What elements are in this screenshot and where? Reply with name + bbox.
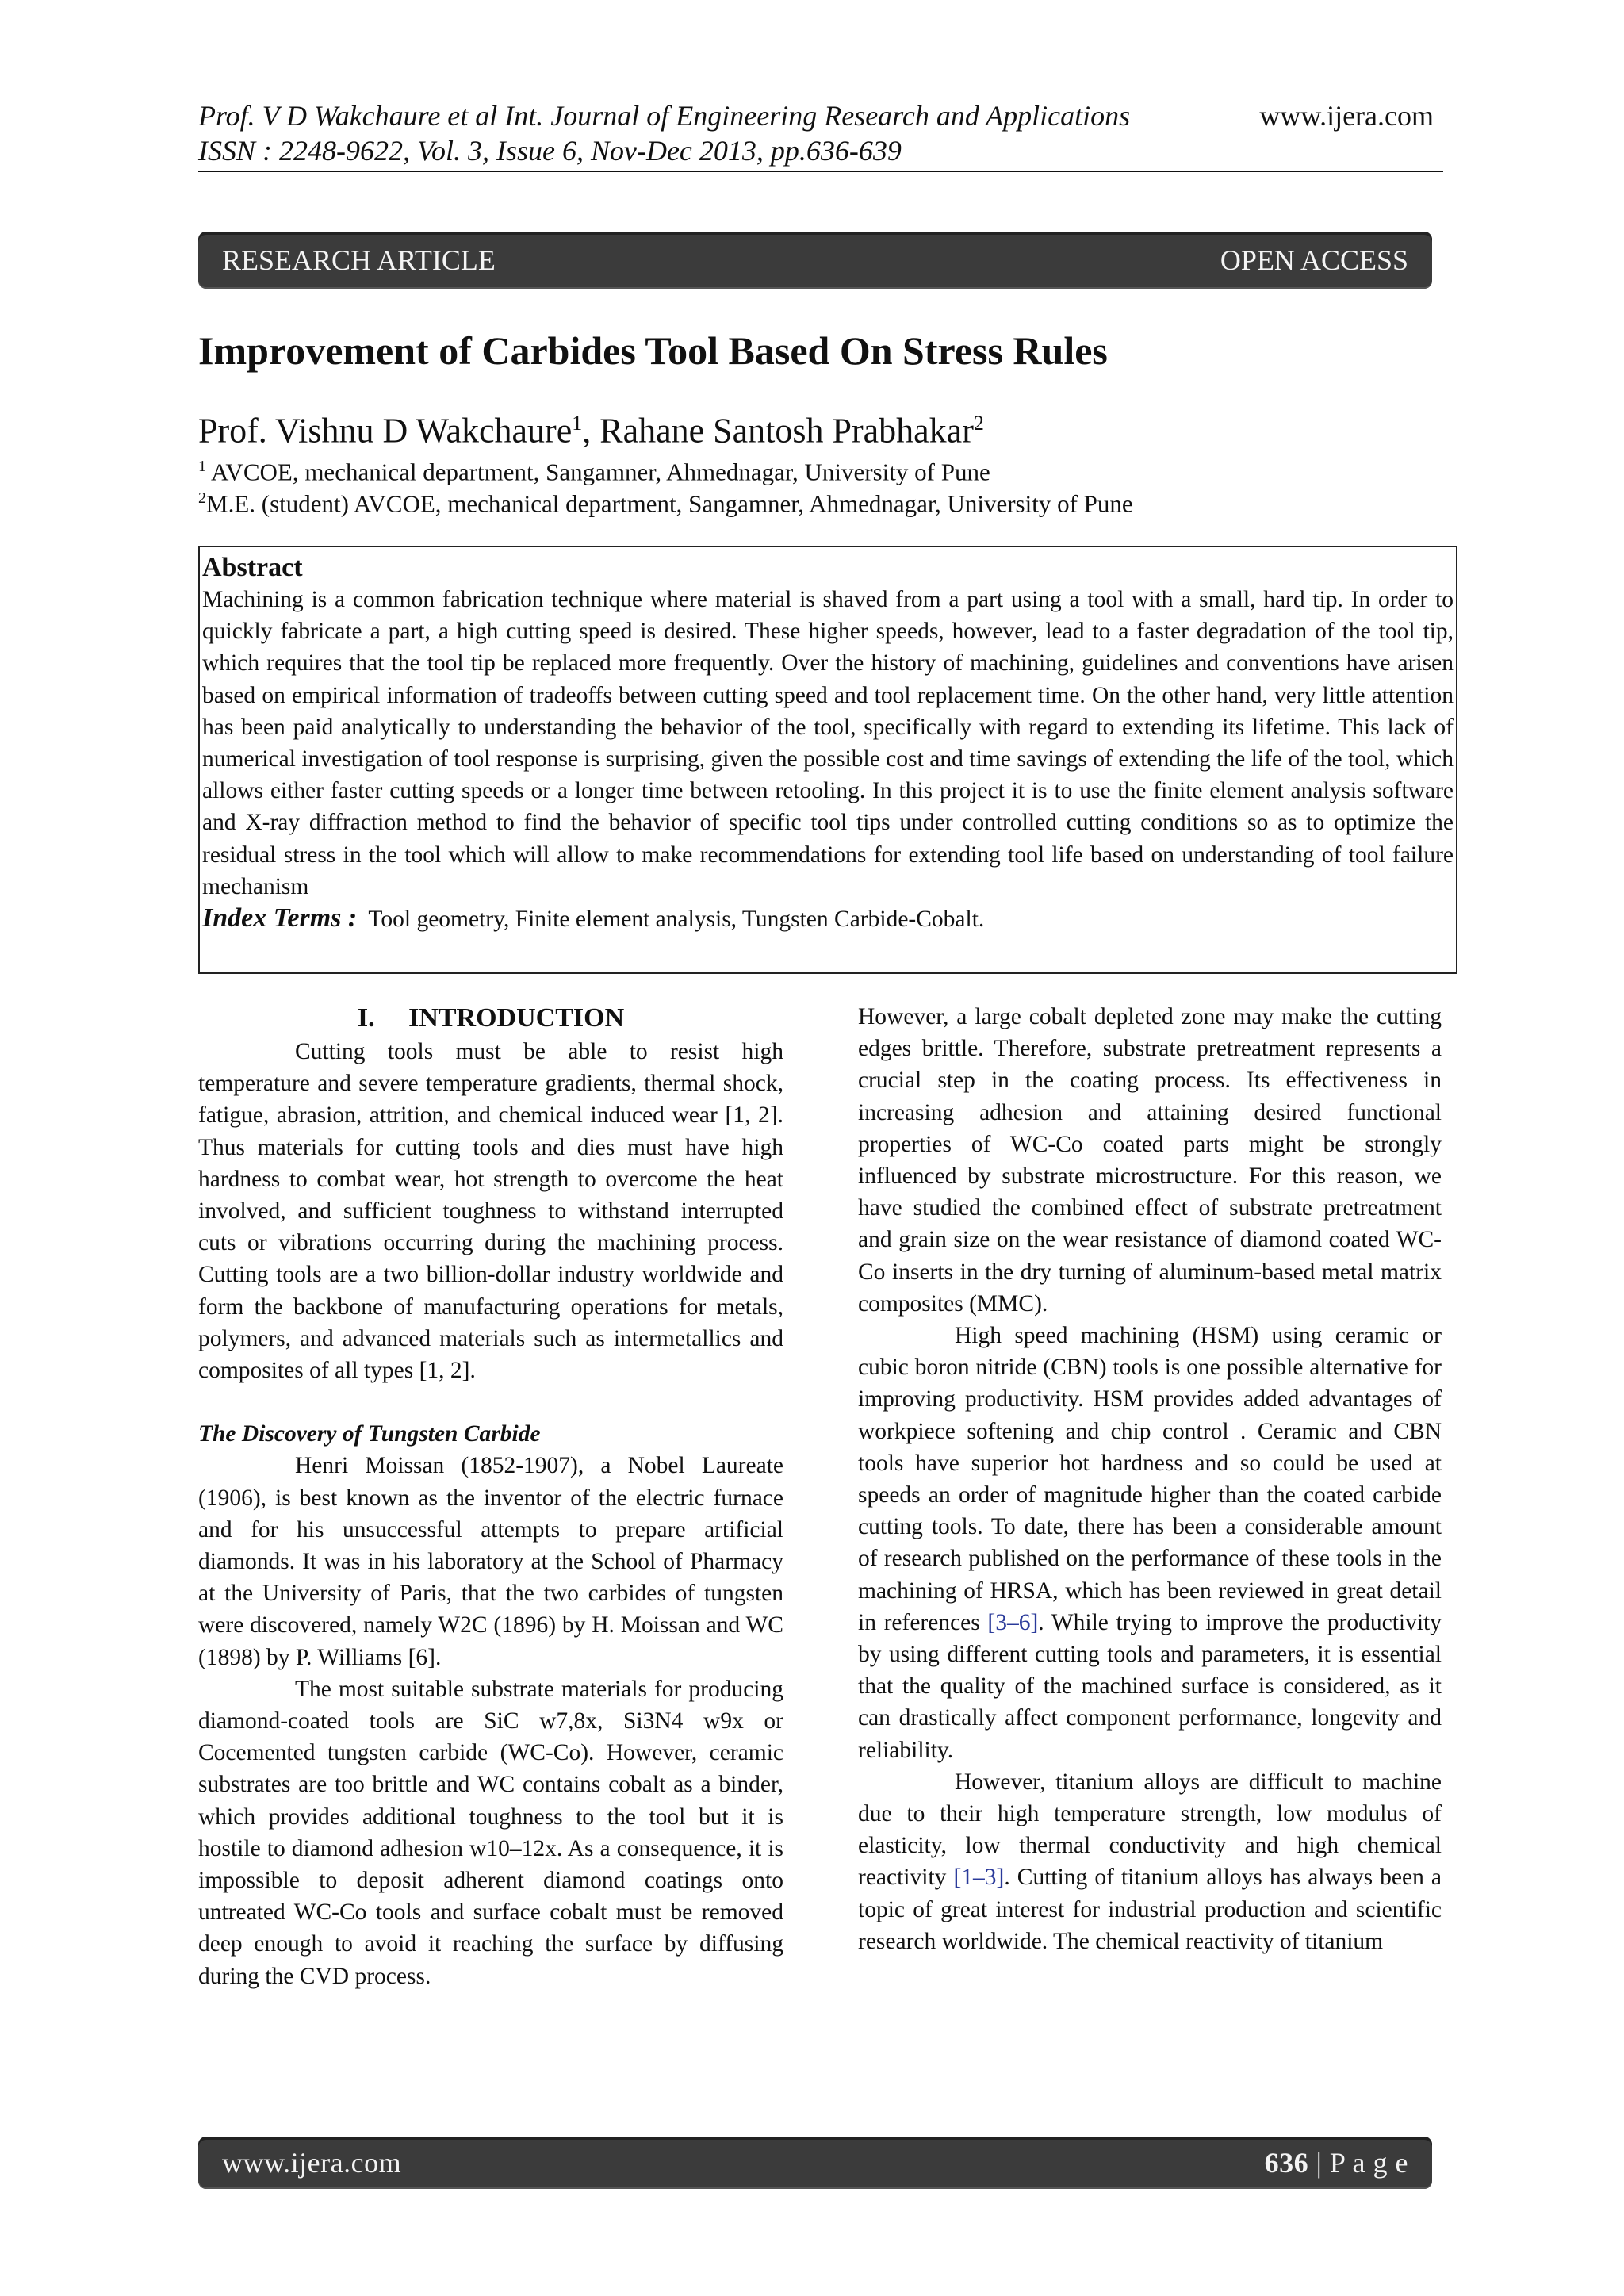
author-affiliation-mark: 2 [973, 412, 984, 435]
index-terms [202, 903, 1454, 935]
paper-title: Improvement of Carbides Tool Based On Stress Rules [198, 328, 1108, 373]
paragraph-text: However, titanium alloys are difficult to machine due to their high temperature strength, low modulus of elasticity, low thermal conductivity and high chemical reactivity [858, 1769, 1442, 1891]
affiliation-text: M.E. (student) AVCOE, mechanical department, Sangamner, Ahmednagar, University of Pune [206, 489, 1133, 518]
body-paragraph [858, 1320, 1442, 1766]
body-paragraph: Cutting tools must be able to resist high temperature and severe temperature gradients, thermal shock, fatigue, abrasion, attrition, and chemical induced wear [1, 2]. Thus materials for cutting tools and dies must have high hardness to combat wear, hot strength to overcome the heat involved, and sufficient toughness to withstand interrupted cuts or vibrations occurring during the machining process. Cutting tools are a two billion-dollar industry worldwide and form the backbone of manufacturing operations for metals, polymers, and advanced materials such as intermetallics and composites of all types [1, 2]. [198, 1039, 783, 1384]
affiliation-mark: 2 [198, 489, 206, 507]
left-column [198, 1001, 783, 1992]
index-terms-label: Index Terms : [202, 903, 358, 933]
footer-website: www.ijera.com [222, 2147, 402, 2179]
index-terms-text: Tool geometry, Finite element analysis, Tungsten Carbide-Cobalt. [368, 907, 985, 933]
affiliation [198, 482, 1133, 519]
page-number: 636 [1264, 2147, 1309, 2179]
body-paragraph: Henri Moissan (1852-1907), a Nobel Laureate (1906), is best known as the inventor of the electric furnace and for his unsuccessful attempts to prepare artificial diamonds. It was in his laboratory at the School of Pharmacy at the University of Paris, that the two carbides of tungsten were discovered, namely W2C (1896) by H. Moissan and WC (1898) by P. Williams [6]. [198, 1453, 783, 1670]
abstract-box [198, 546, 1457, 974]
body-paragraph: The most suitable substrate materials for producing diamond-coated tools are SiC w7,8x, Si3N4 w9x or Cocemented tungsten carbide (WC-Co). However, ceramic substrates are too brittle and WC contains cobalt as a binder, which provides additional toughness to the tool but it is hostile to diamond adhesion w10–12x. As a consequence, it is impossible to deposit adherent diamond coatings onto untreated WC-Co tools and surface cobalt must be removed deep enough to avoid it reaching the surface by diffusing during the CVD process. [198, 1676, 783, 1989]
page-label: | P a g e [1308, 2147, 1408, 2179]
affiliation-mark: 1 [198, 458, 206, 475]
journal-website: www.ijera.com [1259, 100, 1434, 132]
author-separator: , [582, 411, 600, 450]
page-footer [198, 2137, 1432, 2189]
abstract-text: Machining is a common fabrication technique where material is shaved from a part using a tool with a small, hard tip. In order to quickly fabricate a part, a high cutting speed is desired. These higher speeds, however, lead to a faster degradation of the tool tip, which requires that the tool tip be replaced more frequently. Over the history of machining, guidelines and conventions have arisen based on empirical information of tradeoffs between cutting speed and tool replacement time. On the other hand, very little attention has been paid analytically to understanding the behavior of the tool, specifically with regard to extending its lifetime. This lack of numerical investigation of tool response is surprising, given the possible cost and time savings of extending the life of the tool, which allows either faster cutting speeds or a longer time between retooling. In this project it is to use the finite element analysis software and X-ray diffraction method to find the behavior of specific tool tips under controlled cutting conditions so as to optimize the residual stress in the tool which will allow to make recommendations for extending tool life based on understanding of tool failure mechanism [202, 587, 1454, 899]
article-type-label: RESEARCH ARTICLE [222, 244, 496, 276]
journal-header-line: Prof. V D Wakchaure et al Int. Journal of Engineering Research and Applications [198, 100, 1131, 132]
citation-link[interactable]: [3–6] [987, 1609, 1039, 1635]
author-list [198, 401, 984, 454]
body-paragraph: However, a large cobalt depleted zone may make the cutting edges brittle. Therefore, substrate pretreatment represents a crucial step in the coating process. Its effectiveness in increasing adhesion and attaining desired functional properties of WC-Co coated parts might be strongly influenced by substrate microstructure. For this reason, we have studied the combined effect of substrate pretreatment and grain size on the wear resistance of diamond coated WC-Co inserts in the dry turning of aluminum-based metal matrix composites (MMC). [858, 1004, 1442, 1317]
paragraph-text: . Cutting of titanium alloys has always been a topic of great interest for industrial production and scientific research worldwide. The chemical reactivity of titanium [858, 1865, 1442, 1954]
right-column [858, 1001, 1442, 1957]
abstract-heading: Abstract [202, 553, 303, 582]
subsection-heading: The Discovery of Tungsten Carbide [198, 1421, 541, 1447]
author-affiliation-mark: 1 [572, 412, 583, 435]
body-paragraph [858, 1766, 1442, 1957]
header-rule [198, 171, 1443, 172]
author-name: Prof. Vishnu D Wakchaure [198, 411, 573, 450]
article-type-banner [198, 232, 1432, 289]
paragraph-text: High speed machining (HSM) using ceramic or cubic boron nitride (CBN) tools is one possible alternative for improving productivity. HSM provides added advantages of workpiece softening and chip control . Ceramic and CBN tools have superior hot hardness and so could be used at speeds an order of magnitude higher than the coated carbide cutting tools. To date, there has been a considerable amount of research published on the performance of these tools in the machining of HRSA, which has been reviewed in great detail in references [858, 1323, 1442, 1635]
access-type-label: OPEN ACCESS [1220, 244, 1408, 276]
affiliation-text: AVCOE, mechanical department, Sangamner, Ahmednagar, University of Pune [206, 458, 990, 486]
issn-line: ISSN : 2248-9622, Vol. 3, Issue 6, Nov-Dec 2013, pp.636-639 [198, 135, 902, 167]
section-heading: I. INTRODUCTION [357, 1003, 625, 1033]
paragraph-text: . While trying to improve the productivity by using different cutting tools and parameters, it is essential that the quality of the machined surface is considered, as it can drastically affect component performance, longevity and reliability. [858, 1609, 1442, 1763]
citation-link[interactable]: [1–3] [953, 1865, 1005, 1891]
page-indicator [1265, 2146, 1408, 2179]
author-name: Rahane Santosh Prabhakar [599, 411, 974, 450]
